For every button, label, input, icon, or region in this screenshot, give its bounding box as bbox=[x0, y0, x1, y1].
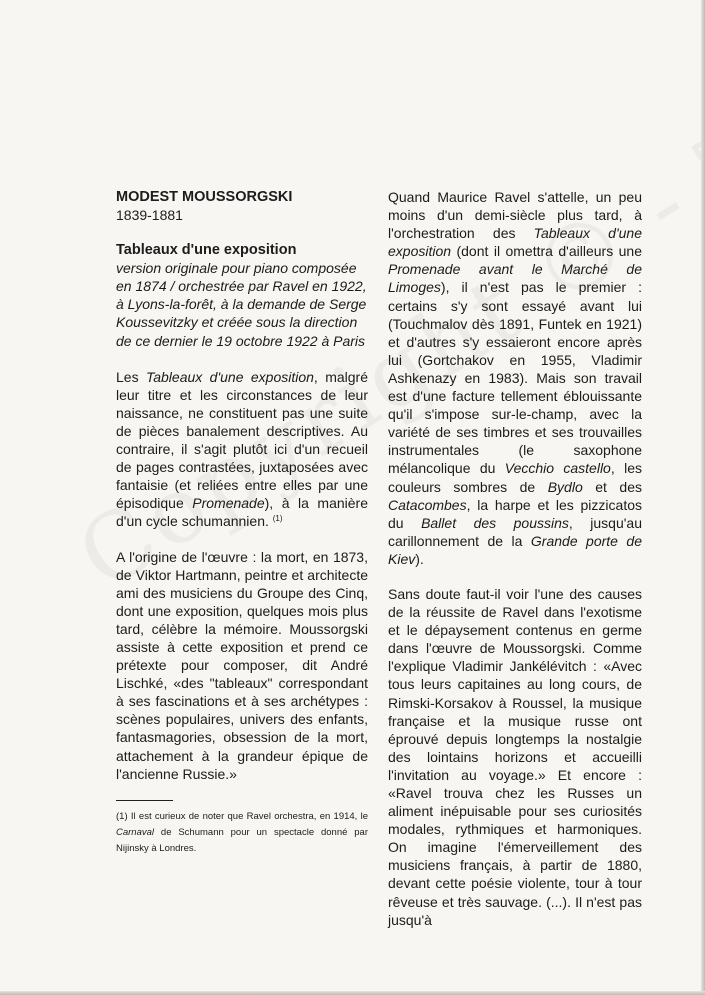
left-column bbox=[116, 188, 368, 858]
origin-paragraph: A l'origine de l'œuvre : la mort, en 1873, de Viktor Hartmann, peintre et architecte ami des musiciens du Groupe des Cinq, dont une exposition, quelques mois plus tard, célèbre la mémoire. Moussorgski assiste à cette exposition et prend ce prétexte pour composer, dit André Lischké, «des "tableaux" correspondant à ses fascinations et à ses archétypes : scènes populaires, univers des enfants, fantasmagories, obsession de la mort, attachement à la grandeur épique de l'ancienne Russie.» bbox=[116, 548, 368, 782]
ravel-paragraph: Quand Maurice Ravel s'attelle, un peu moins d'un demi-siècle plus tard, à l'orchestration des Tableaux d'une exposition (dont il omettra d'ailleurs une Promenade avant le Marché de Limoges), il n'est pas le premier : certains s'y sont essayé avant lui (Touchmalov dès 1891, Funtek en 1921) et d'autres s'y essaieront encore après lui (Gortchakov en 1955, Vladimir Ashkenazy en 1983). Mais son travail est d'une facture tellement éblouissante qu'il s'impose sur-le-champ, avec la variété de ses timbres et ses trouvailles instrumentales (le saxophone mélancolique du Vecchio castello, les couleurs sombres de Bydlo et des Catacombes, la harpe et les pizzicatos du Ballet des poussins, jusqu'au carillonnement de la Grande porte de Kiev). bbox=[388, 189, 643, 567]
intro-paragraph: Les Tableaux d'une exposition, malgré leur titre et les circonstances de leur naissance, ne constituent pas une suite de pièces banalement descriptives. Au contraire, il s'agit plutôt ici d'un recueil de pages contrastées, juxtaposées avec fantaisie (et reliées entre elles par une épisodique Promenade), à la manière d'un cycle schumannien. $^{(1)}$ bbox=[116, 368, 368, 530]
right-column bbox=[388, 188, 642, 929]
composer-name: MODEST MOUSSORGSKI bbox=[116, 189, 293, 205]
composer-dates: 1839-1881 bbox=[116, 207, 183, 223]
footnote-ref: (1) bbox=[272, 514, 283, 524]
work-subtitle: version originale pour piano composée en 1874 / orchestrée par Ravel en 1922, à Lyons-la-forêt, à la demande de Serge Koussevitzky et créée sous la direction de ce dernier le 19 octobre 1922 à Paris bbox=[116, 260, 367, 349]
work-title: Tableaux d'une exposition bbox=[116, 242, 297, 259]
page-edge-bottom bbox=[0, 991, 705, 995]
page-edge bbox=[701, 0, 705, 995]
exoticism-paragraph: Sans doute faut-il voir l'une des causes de la réussite de Ravel dans l'exotisme et le dépaysement contenus en germe dans l'œuvre de Moussorgski. Comme l'explique Vladimir Jankélévitch : «Avec tous leurs capitaines au long cours, de Rimski-Korsakov à Roussel, la musique française et la musique russe ont éprouvé depuis longtemps la nostalgie des lointains horizons et accueilli l'invitation au voyage.» Et encore : «Ravel trouva chez les Russes un aliment inépuisable pour ses curiosités modales, rythmiques et harmoniques. On imagine l'émerveillement des musiciens français, à partir de 1880, devant cette poésie violente, tour à tour rêveuse et très sauvage. (...). Il n'est pas jusqu'à bbox=[388, 585, 642, 928]
footnote-divider bbox=[116, 800, 173, 801]
footnote: (1) Il est curieux de noter que Ravel orchestra, en 1914, le Carnaval de Schumann pour un spectacle donné par Nijinsky à Londres. bbox=[116, 810, 368, 855]
